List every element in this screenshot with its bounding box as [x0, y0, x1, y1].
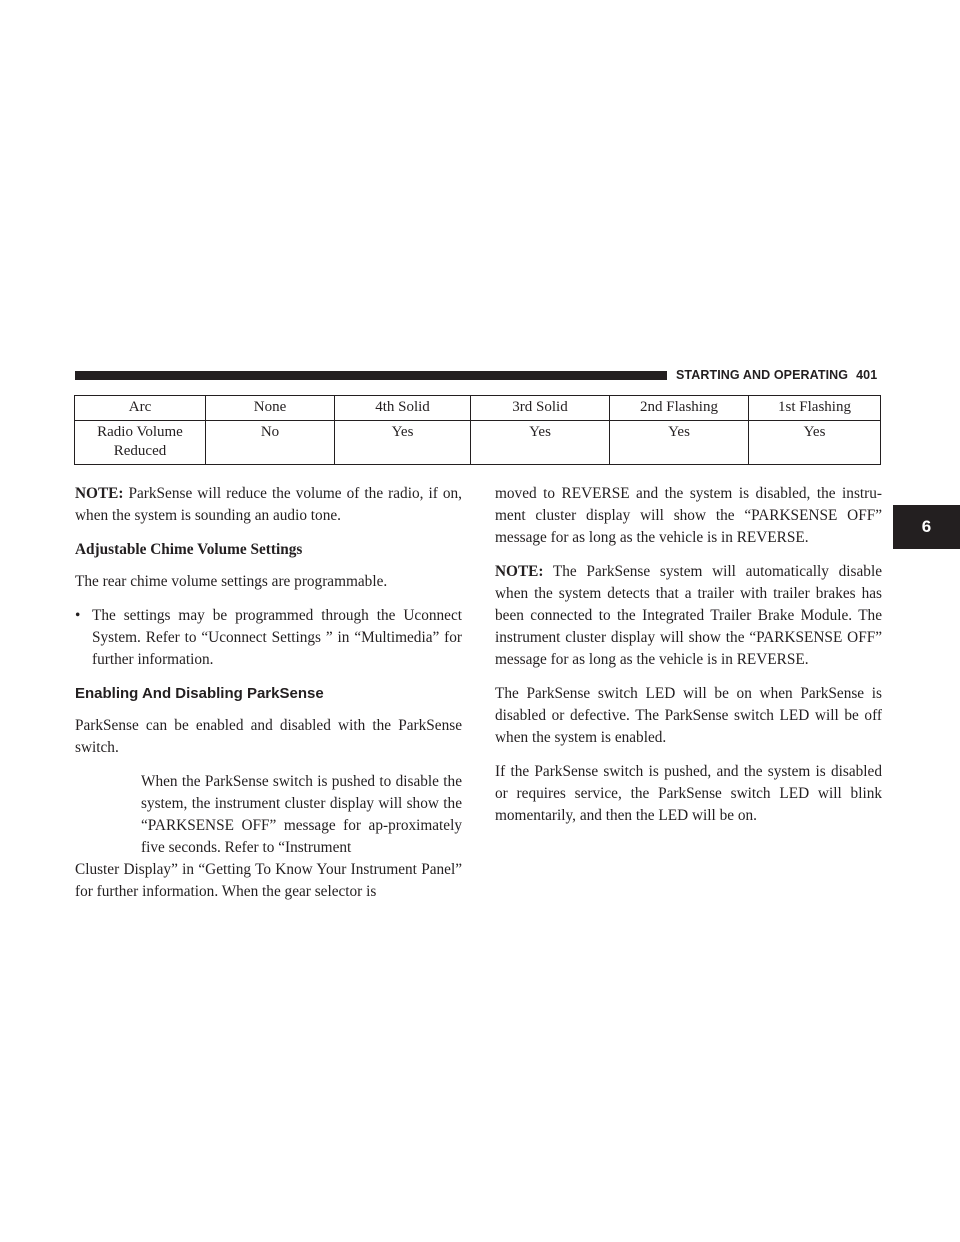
section-heading: Enabling And Disabling ParkSense: [75, 685, 324, 702]
table-cell: Yes: [471, 421, 610, 465]
continuation-paragraph: Cluster Display” in “Getting To Know Your Instrument Panel” for further information. When the gear selector is: [75, 861, 462, 900]
table-cell: 4th Solid: [335, 396, 471, 421]
bullet-icon: •: [75, 607, 81, 624]
table-cell: 3rd Solid: [471, 396, 610, 421]
subheading: Adjustable Chime Volume Settings: [75, 541, 303, 558]
chime-table: [74, 395, 881, 465]
table-cell: Yes: [749, 421, 881, 465]
table-row: [75, 396, 881, 421]
paragraph: ParkSense can be enabled and disabled with the ParkSense switch.: [75, 717, 462, 756]
table-cell: None: [206, 396, 335, 421]
running-header: [676, 363, 881, 387]
note-paragraph: [495, 561, 882, 671]
paragraph: moved to REVERSE and the system is disabled, the instru-ment cluster display will show the “PARKSENSE OFF” message for as long as the vehicle is in REVERSE.: [495, 485, 882, 546]
left-column: [75, 483, 462, 915]
header-rule: [75, 371, 667, 380]
bullet-text: The settings may be programmed through the Uconnect System. Refer to “Uconnect Settings ” in “Multimedia” for further information.: [92, 607, 462, 668]
table-cell: Yes: [335, 421, 471, 465]
paragraph: The rear chime volume settings are programmable.: [75, 573, 388, 590]
right-column: [495, 483, 882, 839]
table-cell: Radio Volume Reduced: [75, 421, 206, 465]
page-number: 401: [856, 368, 878, 382]
table-cell: 1st Flashing: [749, 396, 881, 421]
note-text: The ParkSense system will automatically disable when the system detects that a trailer with trailer brakes has been connected to the Integrated Trailer Brake Module. The instrument cluster display will show the “PARKSENSE OFF” message for as long as the vehicle is in REVERSE.: [495, 563, 882, 668]
note-text: ParkSense will reduce the volume of the radio, if on, when the system is sounding an audio tone.: [75, 485, 462, 524]
table-cell: No: [206, 421, 335, 465]
bullet-item: [75, 605, 462, 671]
note-paragraph: [75, 483, 462, 527]
note-label: NOTE:: [75, 485, 124, 502]
paragraph: If the ParkSense switch is pushed, and the system is disabled or requires service, the ParkSense switch LED will blink momentarily, and then the LED will be on.: [495, 763, 882, 824]
table-row: [75, 421, 881, 465]
note-label: NOTE:: [495, 563, 544, 580]
paragraph: The ParkSense switch LED will be on when ParkSense is disabled or defective. The ParkSense switch LED will be off when the system is enabled.: [495, 685, 882, 746]
table-cell: Yes: [610, 421, 749, 465]
table-cell: 2nd Flashing: [610, 396, 749, 421]
chapter-tab: 6: [893, 505, 960, 549]
table-cell: Arc: [75, 396, 206, 421]
indented-paragraph: When the ParkSense switch is pushed to disable the system, the instrument cluster display will show the “PARKSENSE OFF” message for ap-proximately five seconds. Refer to “Instrument: [141, 773, 462, 856]
header-title: STARTING AND OPERATING: [676, 368, 849, 382]
